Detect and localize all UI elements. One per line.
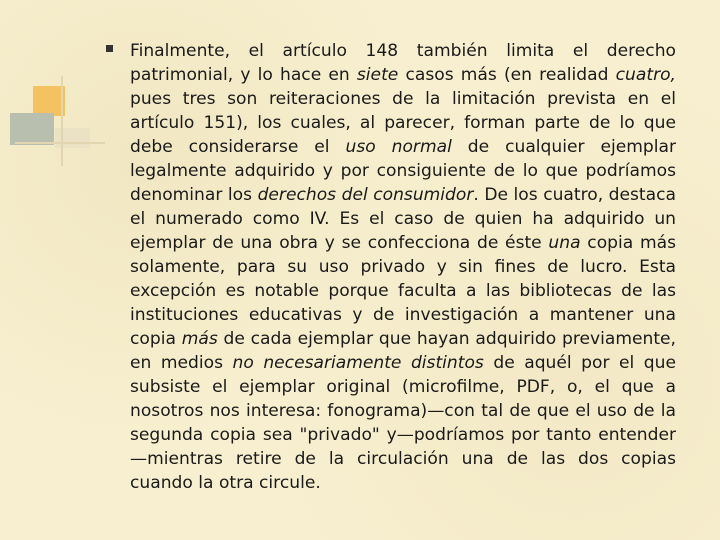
segment: de aquél por el que subsiste el ejemplar original (microfilme, PDF, o, el que a nosotros nos interesa: fonograma)—con tal de que el uso de la segunda copia sea "privado" y—podríamos por tanto entender—mientras retire de la circulación una de las dos copias cuando la otra circule. xyxy=(130,353,676,493)
segment: copia más solamente, para su uso privado y sin fines de lucro. Esta excepción es notable porque faculta a las bibliotecas de las instituciones educativas y de investigación a mantener una copia xyxy=(130,233,676,349)
decorative-vertical-line xyxy=(61,76,63,166)
segment-italic: derechos del consumidor xyxy=(257,185,474,205)
decorative-horizontal-line xyxy=(15,142,105,144)
segment-italic: cuatro, xyxy=(615,65,676,85)
segment-italic: uso normal xyxy=(345,137,452,157)
segment: pues tres son reiteraciones de la limitación prevista en el artículo 151), los cuales, al parecer, forman parte de lo que debe considerarse el xyxy=(130,89,676,157)
segment: Finalmente, el artículo 148 también limita el derecho patrimonial, y lo hace en xyxy=(130,41,676,85)
segment-italic: una xyxy=(548,233,581,253)
segment: de cualquier ejemplar legalmente adquirido y por consiguiente de lo que podríamos denominar los xyxy=(130,137,677,205)
segment-italic: siete xyxy=(356,65,399,85)
gray-square xyxy=(10,113,54,145)
decorative-squares xyxy=(0,0,120,170)
segment: de cada ejemplar que hayan adquirido previamente, en medios xyxy=(130,329,676,373)
segment: . De los cuatro, destaca el numerado como IV. Es el caso de quien ha adquirido un ejemplar de una obra y se confecciona de éste xyxy=(130,185,676,253)
segment-italic: no necesariamente distintos xyxy=(232,353,484,373)
bullet-icon xyxy=(106,45,113,52)
body-paragraph xyxy=(130,39,676,495)
segment-italic: más xyxy=(181,329,218,349)
segment: casos más (en realidad xyxy=(398,65,616,85)
